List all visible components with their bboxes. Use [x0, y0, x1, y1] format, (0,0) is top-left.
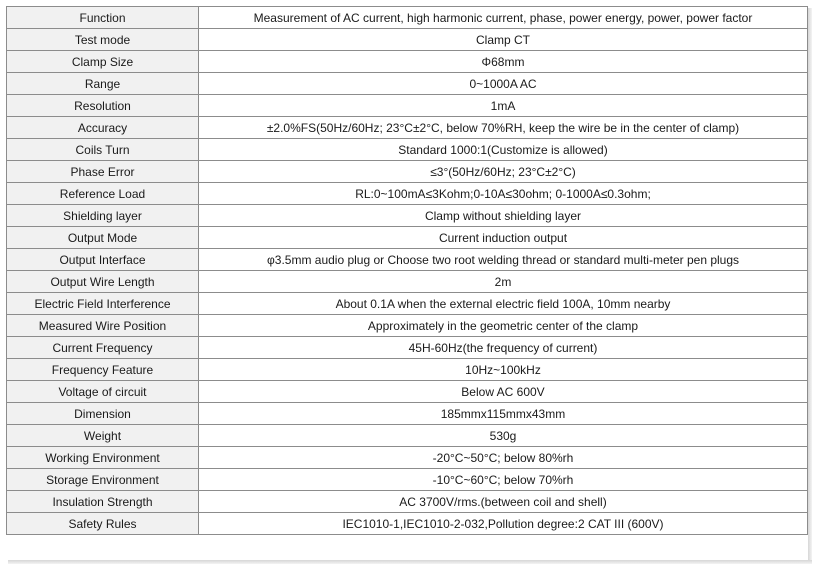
spec-label-cell: Voltage of circuit [7, 381, 199, 403]
spec-value-cell: IEC1010-1,IEC1010-2-032,Pollution degree:2 CAT III (600V) [199, 513, 808, 535]
spec-label-cell: Phase Error [7, 161, 199, 183]
spec-label-cell: Output Interface [7, 249, 199, 271]
table-row [7, 205, 808, 227]
spec-value-cell: -20°C~50°C; below 80%rh [199, 447, 808, 469]
table-row [7, 315, 808, 337]
table-row [7, 227, 808, 249]
table-row [7, 139, 808, 161]
spec-value-cell: Current induction output [199, 227, 808, 249]
spec-value-cell: -10°C~60°C; below 70%rh [199, 469, 808, 491]
table-row [7, 183, 808, 205]
spec-value-cell: 530g [199, 425, 808, 447]
specification-table-body [7, 7, 808, 535]
table-row [7, 491, 808, 513]
spec-label-cell: Weight [7, 425, 199, 447]
spec-label-cell: Resolution [7, 95, 199, 117]
spec-label-cell: Measured Wire Position [7, 315, 199, 337]
spec-value-cell: Clamp CT [199, 29, 808, 51]
spec-label-cell: Output Wire Length [7, 271, 199, 293]
table-row [7, 29, 808, 51]
spec-value-cell: 2m [199, 271, 808, 293]
spec-value-cell: Standard 1000:1(Customize is allowed) [199, 139, 808, 161]
table-shadow-bottom [8, 560, 812, 564]
spec-label-cell: Safety Rules [7, 513, 199, 535]
spec-value-cell: AC 3700V/rms.(between coil and shell) [199, 491, 808, 513]
table-row [7, 117, 808, 139]
table-row [7, 293, 808, 315]
spec-label-cell: Test mode [7, 29, 199, 51]
spec-label-cell: Coils Turn [7, 139, 199, 161]
spec-value-cell: ±2.0%FS(50Hz/60Hz; 23°C±2°C, below 70%RH, keep the wire be in the center of clamp) [199, 117, 808, 139]
spec-label-cell: Clamp Size [7, 51, 199, 73]
table-row [7, 7, 808, 29]
spec-value-cell: φ3.5mm audio plug or Choose two root welding thread or standard multi-meter pen plugs [199, 249, 808, 271]
table-row [7, 73, 808, 95]
table-row [7, 51, 808, 73]
table-row [7, 447, 808, 469]
spec-label-cell: Reference Load [7, 183, 199, 205]
specification-table [6, 6, 808, 535]
table-row [7, 249, 808, 271]
spec-label-cell: Shielding layer [7, 205, 199, 227]
spec-label-cell: Range [7, 73, 199, 95]
spec-label-cell: Function [7, 7, 199, 29]
spec-value-cell: ≤3°(50Hz/60Hz; 23°C±2°C) [199, 161, 808, 183]
spec-value-cell: Clamp without shielding layer [199, 205, 808, 227]
table-row [7, 469, 808, 491]
spec-value-cell: 185mmx115mmx43mm [199, 403, 808, 425]
spec-value-cell: Approximately in the geometric center of the clamp [199, 315, 808, 337]
spec-value-cell: Φ68mm [199, 51, 808, 73]
spec-value-cell: 1mA [199, 95, 808, 117]
spec-label-cell: Insulation Strength [7, 491, 199, 513]
spec-value-cell: RL:0~100mA≤3Kohm;0-10A≤30ohm; 0-1000A≤0.3ohm; [199, 183, 808, 205]
table-row [7, 425, 808, 447]
spec-value-cell: Measurement of AC current, high harmonic current, phase, power energy, power, power factor [199, 7, 808, 29]
table-row [7, 271, 808, 293]
table-row [7, 337, 808, 359]
spec-label-cell: Frequency Feature [7, 359, 199, 381]
table-row [7, 381, 808, 403]
table-row [7, 513, 808, 535]
spec-label-cell: Working Environment [7, 447, 199, 469]
spec-value-cell: 45H-60Hz(the frequency of current) [199, 337, 808, 359]
spec-label-cell: Output Mode [7, 227, 199, 249]
spec-value-cell: 0~1000A AC [199, 73, 808, 95]
table-shadow-right [808, 8, 812, 560]
table-row [7, 161, 808, 183]
spec-value-cell: 10Hz~100kHz [199, 359, 808, 381]
spec-label-cell: Electric Field Interference [7, 293, 199, 315]
spec-label-cell: Accuracy [7, 117, 199, 139]
table-row [7, 359, 808, 381]
spec-label-cell: Dimension [7, 403, 199, 425]
spec-value-cell: About 0.1A when the external electric field 100A, 10mm nearby [199, 293, 808, 315]
spec-label-cell: Storage Environment [7, 469, 199, 491]
table-row [7, 403, 808, 425]
table-row [7, 95, 808, 117]
spec-value-cell: Below AC 600V [199, 381, 808, 403]
spec-label-cell: Current Frequency [7, 337, 199, 359]
